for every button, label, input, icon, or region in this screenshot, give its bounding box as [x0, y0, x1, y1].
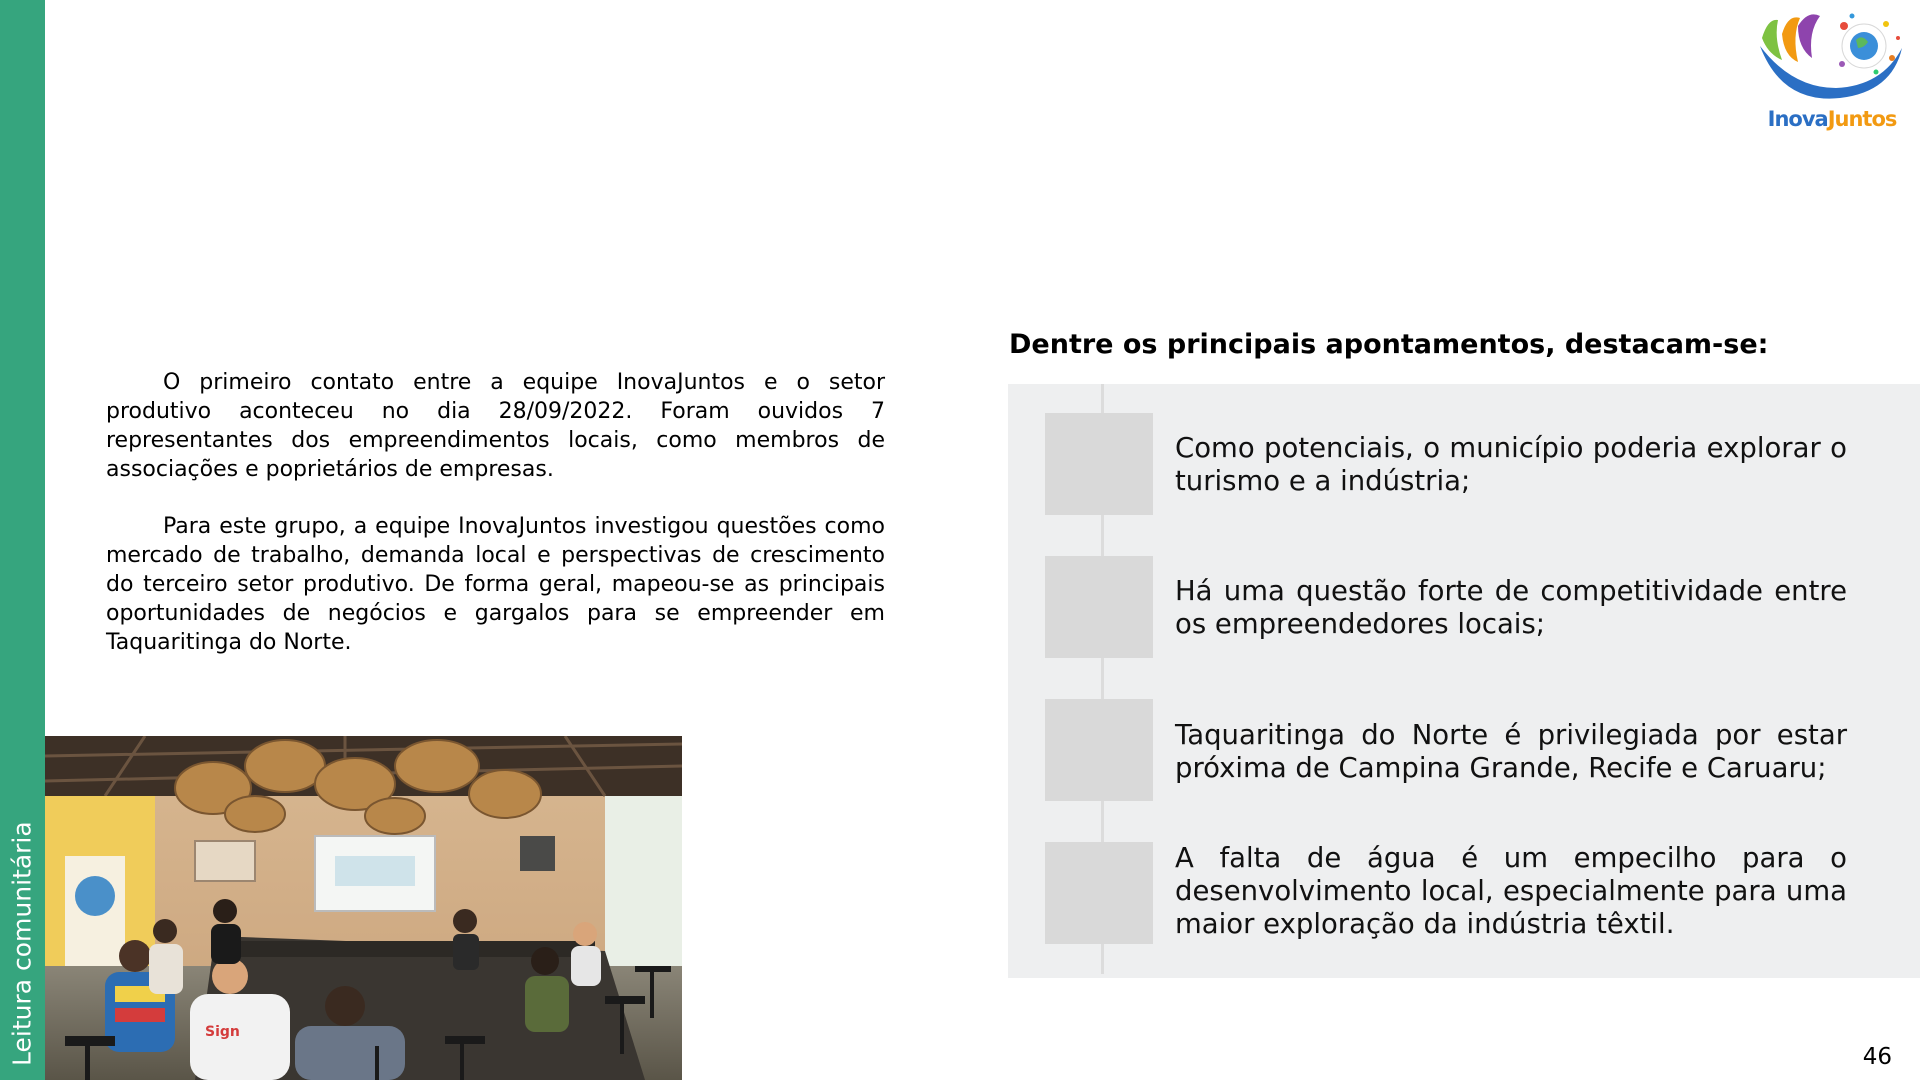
inovajuntos-logo [1752, 8, 1912, 140]
highlight-item-3: Taquaritinga do Norte é privilegiada por estar próxima de Campina Grande, Recife e Caruaru; [1175, 719, 1847, 784]
meeting-photo-image [45, 736, 682, 1080]
page-number: 46 [1862, 1044, 1892, 1070]
highlights-panel [1008, 384, 1920, 978]
highlight-item-1: Como potenciais, o município poderia explorar o turismo e a indústria; [1175, 432, 1847, 497]
highlights-title: Dentre os principais apontamentos, destacam-se: [1009, 329, 1769, 360]
highlight-item-2: Há uma questão forte de competitividade entre os empreendedores locais; [1175, 575, 1847, 640]
highlight-marker-1 [1045, 413, 1153, 515]
intro-paragraph-1: O primeiro contato entre a equipe InovaJuntos e o setor produtivo aconteceu no dia 28/09/2022. Foram ouvidos 7 representantes dos empreendimentos locais, como membros de associações e poprietários de empresas. [106, 370, 885, 482]
logo-wordmark: InovaJuntos [1767, 107, 1897, 131]
sidebar-section-label: Leitura comunitária [7, 821, 37, 1066]
intro-text [106, 368, 885, 685]
highlight-marker-4 [1045, 842, 1153, 944]
meeting-photo [45, 736, 682, 1080]
highlight-marker-3 [1045, 699, 1153, 801]
svg-text:Sign: Sign [205, 1024, 240, 1040]
intro-paragraph-2: Para este grupo, a equipe InovaJuntos investigou questões como mercado de trabalho, demanda local e perspectivas de crescimento do terceiro setor produtivo. De forma geral, mapeou-se as principais oportunidades de negócios e gargalos para se empreender em Taquaritinga do Norte. [106, 514, 885, 655]
highlight-marker-2 [1045, 556, 1153, 658]
sidebar [0, 0, 45, 1080]
highlight-item-4: A falta de água é um empecilho para o desenvolvimento local, especialmente para uma maior exploração da indústria têxtil. [1175, 842, 1847, 940]
logo-emblem-icon [1752, 8, 1912, 108]
